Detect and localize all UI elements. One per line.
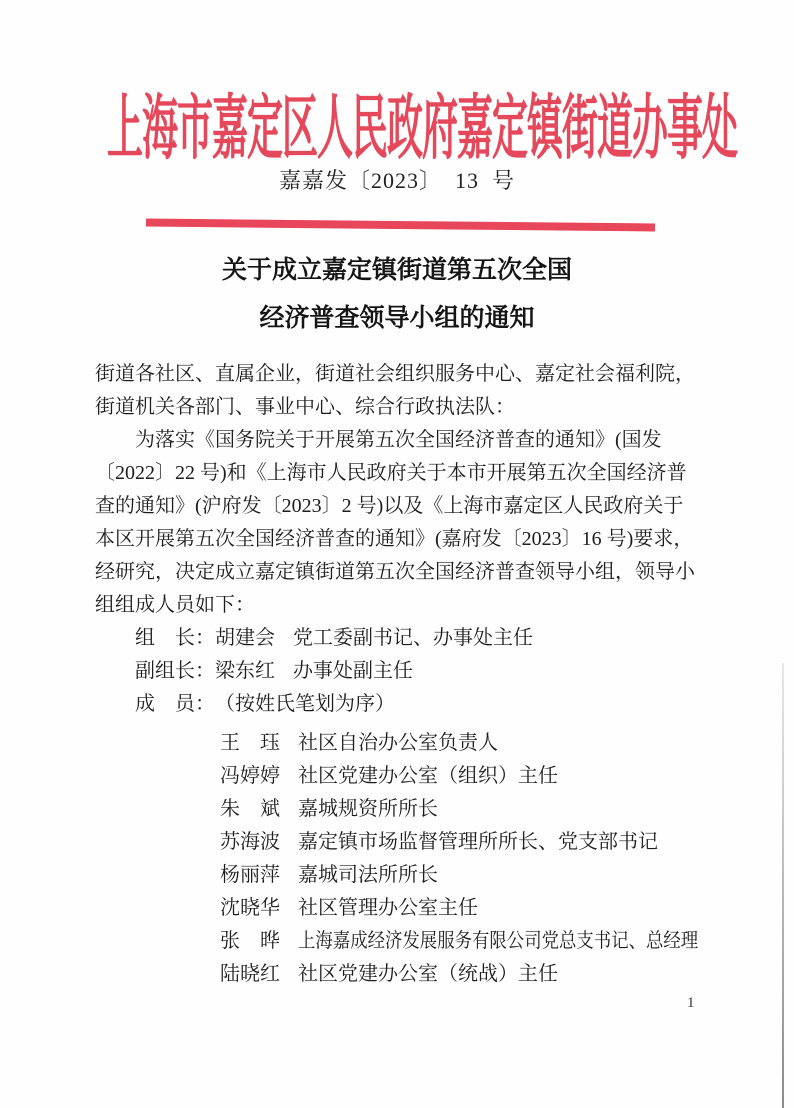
member-name: 张 晔 bbox=[220, 930, 280, 952]
members-list bbox=[95, 727, 713, 991]
member-name: 杨丽萍 bbox=[220, 864, 280, 886]
member-title: 嘉定镇市场监督管理所所长、党支部书记 bbox=[298, 831, 658, 853]
member-row bbox=[95, 892, 713, 925]
red-divider-rule bbox=[146, 219, 655, 232]
body-paragraph-line: 〔2022〕22 号)和《上海市人民政府关于本市开展第五次全国经济普 bbox=[95, 462, 687, 484]
member-name: 陆晓红 bbox=[220, 963, 280, 985]
member-name: 沈晓华 bbox=[220, 897, 280, 919]
page-number: 1 bbox=[687, 995, 695, 1011]
member-name: 苏海波 bbox=[220, 831, 280, 853]
member-title: 社区党建办公室（组织）主任 bbox=[298, 765, 558, 787]
deputy-title: 办事处副主任 bbox=[293, 660, 413, 682]
member-title: 社区管理办公室主任 bbox=[298, 897, 478, 919]
member-title: 嘉城规资所所长 bbox=[298, 798, 438, 820]
leader-role-label: 组 长： bbox=[135, 627, 215, 649]
member-row bbox=[95, 925, 713, 958]
member-row bbox=[95, 727, 713, 760]
leader-title: 党工委副书记、办事处主任 bbox=[293, 627, 533, 649]
leader-name: 胡建会 bbox=[215, 627, 275, 649]
body-paragraph-line: 查的通知》(沪府发〔2023〕2 号)以及《上海市嘉定区人民政府关于 bbox=[95, 495, 684, 517]
member-row bbox=[95, 826, 713, 859]
deputy-role-label: 副组长： bbox=[135, 660, 215, 682]
document-title-line2: 经济普查领导小组的通知 bbox=[259, 305, 535, 332]
members-sort-note: （按姓氏笔划为序） bbox=[215, 693, 395, 715]
letterhead-org-title: 上海市嘉定区人民政府嘉定镇街道办事处 bbox=[106, 89, 737, 168]
members-header-row bbox=[95, 688, 713, 721]
members-role-label: 成 员： bbox=[135, 693, 215, 715]
member-title: 上海嘉成经济发展服务有限公司党总支书记、总经理 bbox=[298, 930, 699, 952]
member-row bbox=[95, 793, 713, 826]
member-title: 社区党建办公室（统战）主任 bbox=[298, 963, 558, 985]
member-name: 冯婷婷 bbox=[220, 765, 280, 787]
salutation-line: 街道各社区、直属企业，街道社会组织服务中心、嘉定社会福利院， bbox=[95, 363, 695, 385]
member-row bbox=[95, 859, 713, 892]
body-paragraph-line: 经研究，决定成立嘉定镇街道第五次全国经济普查领导小组，领导小 bbox=[95, 561, 695, 583]
document-body bbox=[95, 358, 713, 991]
member-name: 朱 斌 bbox=[220, 798, 280, 820]
body-paragraph-line: 为落实《国务院关于开展第五次全国经济普查的通知》(国发 bbox=[135, 429, 662, 451]
document-title bbox=[0, 247, 794, 343]
deputy-leader-row bbox=[95, 655, 713, 688]
body-paragraph-line: 组组成人员如下： bbox=[95, 594, 255, 616]
body-paragraph-line: 本区开展第五次全国经济普查的通知》(嘉府发〔2023〕16 号)要求， bbox=[95, 528, 694, 550]
member-title: 嘉城司法所所长 bbox=[298, 864, 438, 886]
deputy-name: 梁东红 bbox=[215, 660, 275, 682]
member-row bbox=[95, 958, 713, 991]
member-title: 社区自治办公室负责人 bbox=[298, 732, 498, 754]
member-row bbox=[95, 760, 713, 793]
scan-artifact-line bbox=[782, 663, 784, 1108]
doc-reference-number: 嘉嘉发〔2023〕 13 号 bbox=[278, 168, 515, 193]
document-title-line1: 关于成立嘉定镇街道第五次全国 bbox=[221, 257, 572, 284]
salutation-line: 街道机关各部门、事业中心、综合行政执法队： bbox=[95, 396, 515, 418]
member-name: 王 珏 bbox=[220, 732, 280, 754]
leader-row bbox=[95, 622, 713, 655]
